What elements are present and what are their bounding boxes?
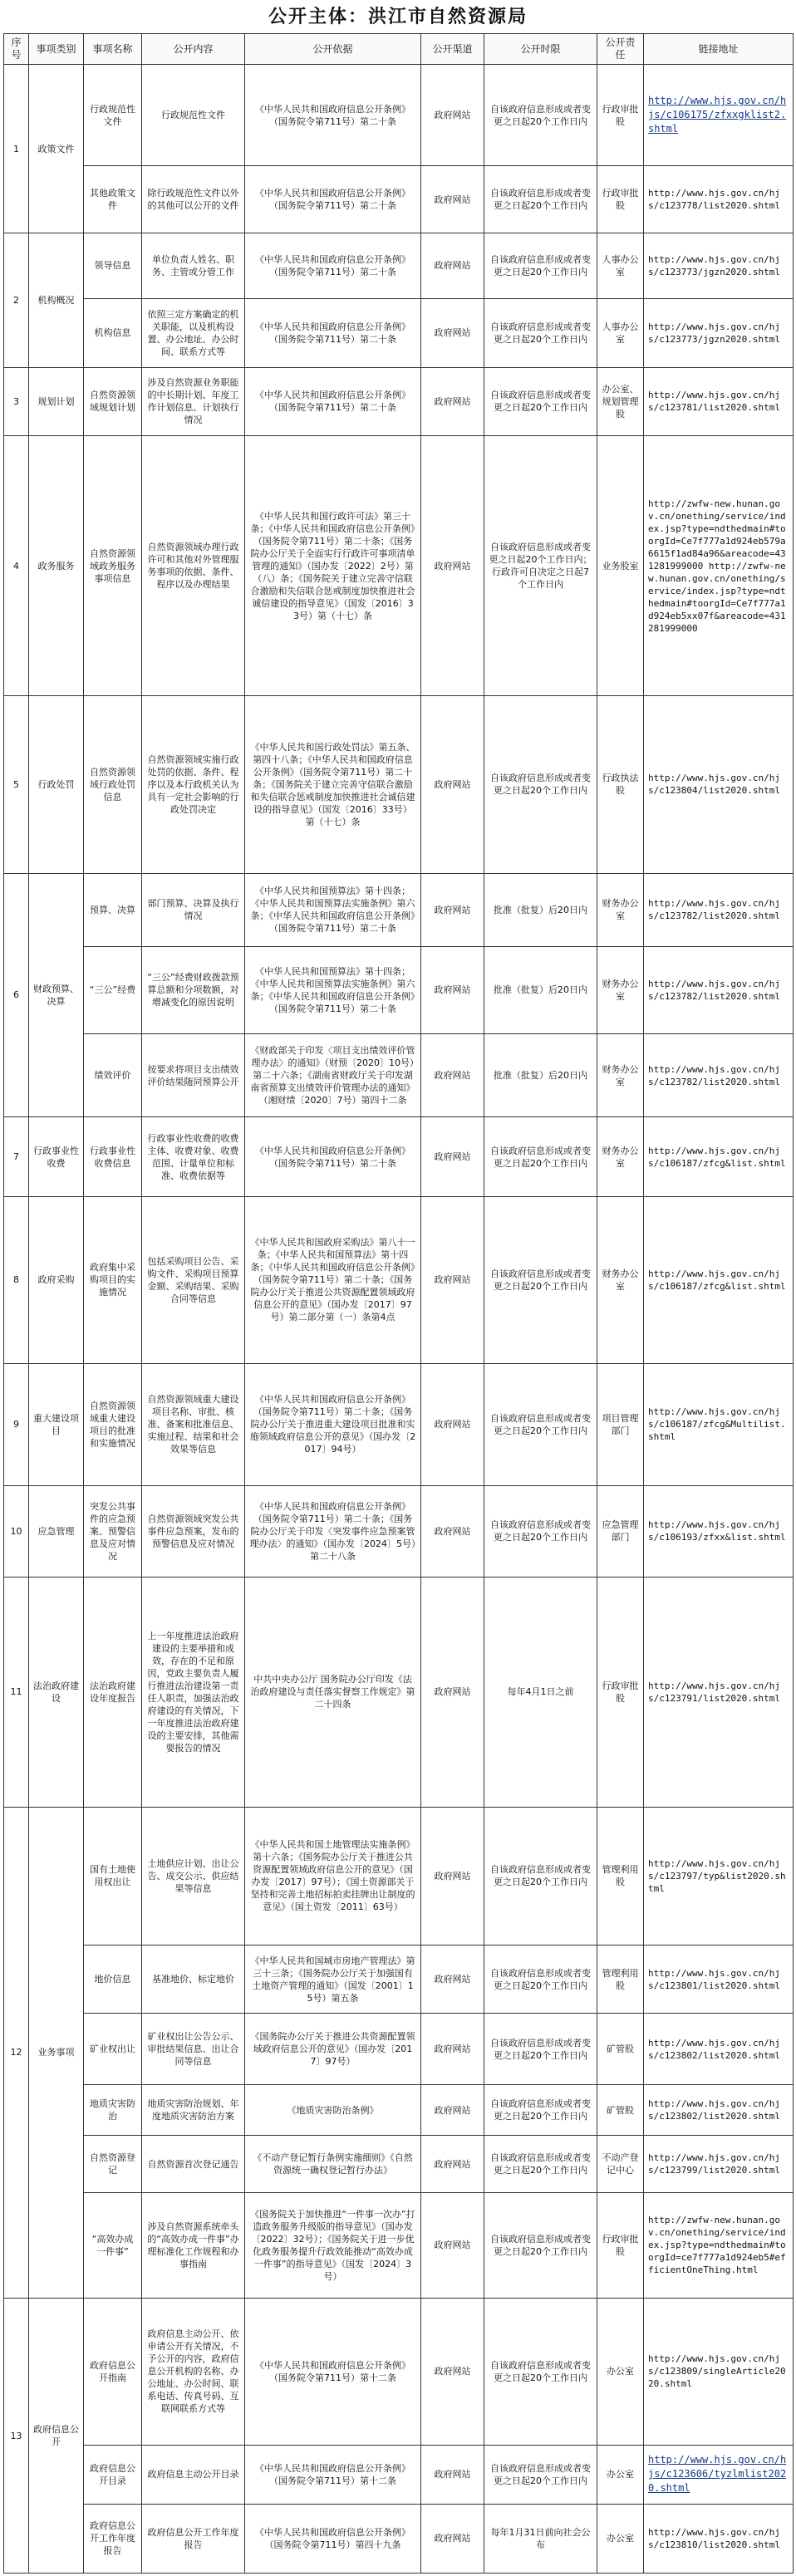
item-name-cell: “高效办成一件事”: [84, 2192, 142, 2298]
table-row: [4, 2504, 794, 2573]
item-name-cell: 法治政府建设年度报告: [84, 1577, 142, 1807]
time-limit-cell: 每年1月31日前向社会公布: [484, 2504, 597, 2573]
link-cell[interactable]: http://www.hjs.gov.cn/hjs/c123606/tyzlmlist2020.shtml: [644, 2445, 794, 2504]
time-limit-cell: 自该政府信息形成或者变更之日起20个工作日内: [484, 1807, 597, 1945]
header-cell: 公开渠道: [421, 34, 484, 65]
content-cell: 自然资源领域突发公共事件应急预案，发布的预警信息及应对情况: [142, 1485, 245, 1577]
content-cell: 自然资源首次登记通告: [142, 2136, 245, 2193]
basis-cell: 《中华人民共和国政府信息公开条例》（国务院令第711号）第二十条；《国务院办公厅关于推进重大建设项目批准和实施领域政府信息公开的意见》（国办发〔2017〕94号）: [245, 1363, 421, 1485]
channel-cell: 政府网站: [421, 2014, 484, 2085]
channel-cell: 政府网站: [421, 367, 484, 435]
item-name-cell: 突发公共事件的应急预案、预警信息及应对情况: [84, 1485, 142, 1577]
basis-cell: 《国务院关于加快推进“一件事一次办”打造政务服务升级版的指导意见》（国办发〔2022〕32号）；《国务院关于进一步优化政务服务提升行政效能推动“高效办成一件事”的指导意见》（国发〔2024〕3号）: [245, 2192, 421, 2298]
link-cell[interactable]: http://www.hjs.gov.cn/hjs/c123802/list2020.shtml: [644, 2085, 794, 2136]
basis-cell: 《中华人民共和国政府信息公开条例》（国务院令第711号）第四十九条: [245, 2504, 421, 2573]
responsibility-cell: 行政审批股: [597, 65, 644, 166]
header-cell: 序号: [4, 34, 29, 65]
time-limit-cell: 自该政府信息形成或者变更之日起20个工作日内: [484, 1485, 597, 1577]
row-number-cell: 3: [4, 367, 29, 435]
category-cell: 政府采购: [29, 1196, 84, 1363]
category-cell: 政府信息公开: [29, 2299, 84, 2574]
basis-cell: 《中华人民共和国预算法》第十四条；《中华人民共和国预算法实施条例》第六条；《中华人民共和国政府信息公开条例》（国务院令第711号）第二十条: [245, 946, 421, 1033]
header-cell: 链接地址: [644, 34, 794, 65]
item-name-cell: 行政事业性收费信息: [84, 1117, 142, 1197]
channel-cell: 政府网站: [421, 2085, 484, 2136]
row-number-cell: 13: [4, 2299, 29, 2574]
channel-cell: 政府网站: [421, 1117, 484, 1197]
content-cell: 自然资源领域实施行政处罚的依据、条件、程序以及本行政机关认为具有一定社会影响的行政处罚决定: [142, 696, 245, 873]
basis-cell: 《中华人民共和国政府信息公开条例》（国务院令第711号）第二十条: [245, 1117, 421, 1197]
link-cell[interactable]: http://zwfw-new.hunan.gov.cn/onething/service/index.jsp?type=ndthedmain#toorgId=ce7f777a1d924eb5#efficientOneThing.html: [644, 2192, 794, 2298]
category-cell: 规划计划: [29, 367, 84, 435]
time-limit-cell: 批准（批复）后20日内: [484, 1034, 597, 1117]
item-name-cell: 行政规范性文件: [84, 65, 142, 166]
item-name-cell: 自然资源登记: [84, 2136, 142, 2193]
responsibility-cell: 业务股室: [597, 435, 644, 696]
content-cell: 自然资源领域办理行政许可和其他对外管理服务事项的依据、条件、程序以及办理结果: [142, 435, 245, 696]
table-row: [4, 946, 794, 1033]
time-limit-cell: 自该政府信息形成或者变更之日起20个工作日内: [484, 1363, 597, 1485]
channel-cell: 政府网站: [421, 1807, 484, 1945]
item-name-cell: 自然资源领域政务服务事项信息: [84, 435, 142, 696]
basis-cell: 《中华人民共和国预算法》第十四条；《中华人民共和国预算法实施条例》第六条；《中华人民共和国政府信息公开条例》（国务院令第711号）第二十条: [245, 873, 421, 946]
link-cell[interactable]: http://www.hjs.gov.cn/hjs/c123778/list2020.shtml: [644, 166, 794, 233]
row-number-cell: 9: [4, 1363, 29, 1485]
time-limit-cell: 批准（批复）后20日内: [484, 873, 597, 946]
responsibility-cell: 行政审批股: [597, 166, 644, 233]
channel-cell: 政府网站: [421, 1034, 484, 1117]
table-row: [4, 2192, 794, 2298]
content-cell: 矿业权出让公告公示、审批结果信息、出让合同等信息: [142, 2014, 245, 2085]
item-name-cell: 地质灾害防治: [84, 2085, 142, 2136]
responsibility-cell: 财务办公室: [597, 1034, 644, 1117]
channel-cell: 政府网站: [421, 233, 484, 298]
time-limit-cell: 自该政府信息形成或者变更之日起20个工作日内: [484, 2445, 597, 2504]
time-limit-cell: 每年4月1日之前: [484, 1577, 597, 1807]
category-cell: 应急管理: [29, 1485, 84, 1577]
basis-cell: 《不动产登记暂行条例实施细则》《自然资源统一确权登记暂行办法》: [245, 2136, 421, 2193]
time-limit-cell: 自该政府信息形成或者变更之日起20个工作日内: [484, 2192, 597, 2298]
table-row: [4, 1196, 794, 1363]
time-limit-cell: 自该政府信息形成或者变更之日起20个工作日内: [484, 1117, 597, 1197]
category-cell: 财政预算、决算: [29, 873, 84, 1117]
table-row: [4, 65, 794, 166]
responsibility-cell: 管理利用股: [597, 1945, 644, 2014]
table-row: [4, 367, 794, 435]
table-row: [4, 1117, 794, 1197]
item-name-cell: 自然资源领域规划计划: [84, 367, 142, 435]
table-row: [4, 166, 794, 233]
channel-cell: 政府网站: [421, 1196, 484, 1363]
content-cell: 政府信息主动公开、依申请公开有关情况，不予公开的内容，政府信息公开机构的名称、办公地址、办公时间、联系电话、传真号码、互联网联系方式等: [142, 2299, 245, 2445]
row-number-cell: 2: [4, 233, 29, 368]
basis-cell: 《中华人民共和国政府信息公开条例》（国务院令第711号）第二十条: [245, 298, 421, 367]
category-cell: 重大建设项目: [29, 1363, 84, 1485]
time-limit-cell: 自该政府信息形成或者变更之日起20个工作日内: [484, 2136, 597, 2193]
content-cell: 行政规范性文件: [142, 65, 245, 166]
item-name-cell: “三公”经费: [84, 946, 142, 1033]
channel-cell: 政府网站: [421, 435, 484, 696]
table-row: [4, 435, 794, 696]
item-name-cell: 矿业权出让: [84, 2014, 142, 2085]
content-cell: 涉及自然资源业务职能的中长期计划、年度工作计划信息、计划执行情况: [142, 367, 245, 435]
link-cell[interactable]: http://www.hjs.gov.cn/hjs/c123791/list2020.shtml: [644, 1577, 794, 1807]
link-cell[interactable]: http://www.hjs.gov.cn/hjs/c123773/jgzn2020.shtml: [644, 233, 794, 298]
responsibility-cell: 财务办公室: [597, 1117, 644, 1197]
time-limit-cell: 自该政府信息形成或者变更之日起20个工作日内: [484, 2014, 597, 2085]
responsibility-cell: 办公室: [597, 2445, 644, 2504]
channel-cell: 政府网站: [421, 2299, 484, 2445]
time-limit-cell: 自该政府信息形成或者变更之日起20个工作日内: [484, 65, 597, 166]
row-number-cell: 8: [4, 1196, 29, 1363]
table-row: [4, 873, 794, 946]
basis-cell: 《财政部关于印发〈项目支出绩效评价管理办法〉的通知》（财预〔2020〕10号）第二十六条；《湖南省财政厅关于印发湖南省预算支出绩效评价管理办法的通知》（湘财绩〔2020〕7号）第四十二条: [245, 1034, 421, 1117]
basis-cell: 《中华人民共和国政府信息公开条例》（国务院令第711号）第二十条；《国务院办公厅关于印发〈突发事件应急预案管理办法〉的通知》（国办发〔2024〕5号）第二十八条: [245, 1485, 421, 1577]
time-limit-cell: 自该政府信息形成或者变更之日起20个工作日内: [484, 1196, 597, 1363]
responsibility-cell: 财务办公室: [597, 873, 644, 946]
link-cell[interactable]: http://www.hjs.gov.cn/hjs/c123809/singleArticle2020.shtml: [644, 2299, 794, 2445]
responsibility-cell: 应急管理部门: [597, 1485, 644, 1577]
link-cell[interactable]: http://www.hjs.gov.cn/hjs/c123782/list2020.shtml: [644, 873, 794, 946]
item-name-cell: 政府信息公开目录: [84, 2445, 142, 2504]
link-cell[interactable]: http://www.hjs.gov.cn/hjs/c123804/list2020.shtml: [644, 696, 794, 873]
category-cell: 法治政府建设: [29, 1577, 84, 1807]
table-row: [4, 2014, 794, 2085]
channel-cell: 政府网站: [421, 2504, 484, 2573]
responsibility-cell: 财务办公室: [597, 946, 644, 1033]
time-limit-cell: 自该政府信息形成或者变更之日起20个工作日内: [484, 1945, 597, 2014]
item-name-cell: 绩效评价: [84, 1034, 142, 1117]
basis-cell: 《中华人民共和国政府信息公开条例》（国务院令第711号）第二十条: [245, 233, 421, 298]
item-name-cell: 自然资源领域重大建设项目的批准和实施情况: [84, 1363, 142, 1485]
content-cell: 土地供应计划、出让公告、成交公示、供应结果等信息: [142, 1807, 245, 1945]
link-cell[interactable]: http://www.hjs.gov.cn/hjs/c123810/list2020.shtml: [644, 2504, 794, 2573]
responsibility-cell: 矿管股: [597, 2014, 644, 2085]
link-cell[interactable]: http://www.hjs.gov.cn/hjs/c106175/zfxxgklist2.shtml: [644, 65, 794, 166]
item-name-cell: 地价信息: [84, 1945, 142, 2014]
link-cell[interactable]: http://www.hjs.gov.cn/hjs/c123781/list2020.shtml: [644, 367, 794, 435]
header-cell: 公开责任: [597, 34, 644, 65]
table-row: [4, 1363, 794, 1485]
header-cell: 公开依据: [245, 34, 421, 65]
basis-cell: 《中华人民共和国政府信息公开条例》（国务院令第711号）第二十条: [245, 65, 421, 166]
category-cell: 政务服务: [29, 435, 84, 696]
channel-cell: 政府网站: [421, 166, 484, 233]
item-name-cell: 政府信息公开指南: [84, 2299, 142, 2445]
basis-cell: 《地质灾害防治条例》: [245, 2085, 421, 2136]
basis-cell: 《中华人民共和国政府信息公开条例》（国务院令第711号）第二十条: [245, 166, 421, 233]
responsibility-cell: 管理利用股: [597, 1807, 644, 1945]
basis-cell: 《中华人民共和国行政处罚法》第五条、第四十八条；《中华人民共和国政府信息公开条例》（国务院令第711号）第二十条；《国务院关于建立完善守信联合激励和失信联合惩戒制度加快推进社会诚信建设的指导意见》（国发〔2016〕33号）第（十七）条: [245, 696, 421, 873]
table-row: [4, 2299, 794, 2445]
basis-cell: 《中华人民共和国城市房地产管理法》第三十三条；《国务院办公厅关于加强国有土地资产管理的通知》（国发〔2001〕15号）第五条: [245, 1945, 421, 2014]
category-cell: 业务事项: [29, 1807, 84, 2298]
category-cell: 行政处罚: [29, 696, 84, 873]
content-cell: 地质灾害防治规划、年度地质灾害防治方案: [142, 2085, 245, 2136]
header-cell: 公开内容: [142, 34, 245, 65]
link-cell[interactable]: http://www.hjs.gov.cn/hjs/c106187/zfcg&list.shtml: [644, 1117, 794, 1197]
row-number-cell: 4: [4, 435, 29, 696]
table-row: [4, 298, 794, 367]
row-number-cell: 6: [4, 873, 29, 1117]
item-name-cell: 国有土地使用权出让: [84, 1807, 142, 1945]
link-cell[interactable]: http://www.hjs.gov.cn/hjs/c123799/list2020.shtml: [644, 2136, 794, 2193]
content-cell: 除行政规范性文件以外的其他可以公开的文件: [142, 166, 245, 233]
time-limit-cell: 自该政府信息形成或者变更之日起20个工作日内；行政许可自决定之日起7个工作日内: [484, 435, 597, 696]
header-cell: 公开时限: [484, 34, 597, 65]
time-limit-cell: 自该政府信息形成或者变更之日起20个工作日内: [484, 696, 597, 873]
basis-cell: 《中华人民共和国政府信息公开条例》（国务院令第711号）第十二条: [245, 2445, 421, 2504]
item-name-cell: 领导信息: [84, 233, 142, 298]
responsibility-cell: 矿管股: [597, 2085, 644, 2136]
row-number-cell: 1: [4, 65, 29, 233]
channel-cell: 政府网站: [421, 1577, 484, 1807]
content-cell: 部门预算、决算及执行情况: [142, 873, 245, 946]
channel-cell: 政府网站: [421, 1485, 484, 1577]
channel-cell: 政府网站: [421, 298, 484, 367]
responsibility-cell: 办公室: [597, 2504, 644, 2573]
content-cell: 依照三定方案确定的机关职能，以及机构设置、办公地址、办公时间、联系方式等: [142, 298, 245, 367]
channel-cell: 政府网站: [421, 2192, 484, 2298]
item-name-cell: 政府信息公开工作年度报告: [84, 2504, 142, 2573]
responsibility-cell: 不动产登记中心: [597, 2136, 644, 2193]
category-cell: 行政事业性收费: [29, 1117, 84, 1197]
responsibility-cell: 行政审批股: [597, 2192, 644, 2298]
link-cell[interactable]: http://www.hjs.gov.cn/hjs/c123802/list2020.shtml: [644, 2014, 794, 2085]
row-number-cell: 11: [4, 1577, 29, 1807]
row-number-cell: 7: [4, 1117, 29, 1197]
responsibility-cell: 财务办公室: [597, 1196, 644, 1363]
table-row: [4, 1945, 794, 2014]
category-cell: 政策文件: [29, 65, 84, 233]
time-limit-cell: 自该政府信息形成或者变更之日起20个工作日内: [484, 298, 597, 367]
category-cell: 机构概况: [29, 233, 84, 368]
link-cell[interactable]: http://www.hjs.gov.cn/hjs/c123797/typ&list2020.shtml: [644, 1807, 794, 1945]
channel-cell: 政府网站: [421, 946, 484, 1033]
responsibility-cell: 办公室、规划管理股: [597, 367, 644, 435]
link-cell[interactable]: http://www.hjs.gov.cn/hjs/c123782/list2020.shtml: [644, 946, 794, 1033]
content-cell: 行政事业性收费的收费主体、收费对象、收费范围、计量单位和标准、收费依据等: [142, 1117, 245, 1197]
time-limit-cell: 自该政府信息形成或者变更之日起20个工作日内: [484, 233, 597, 298]
content-cell: 上一年度推进法治政府建设的主要举措和成效，存在的不足和原因，党政主要负责人履行推进法治建设第一责任人职责，加强法治政府建设的有关情况，下一年度推进法治政府建设的主要安排，其他需要报告的情况: [142, 1577, 245, 1807]
row-number-cell: 10: [4, 1485, 29, 1577]
content-cell: 自然资源领域重大建设项目名称、审批、核准、备案和批准信息、实施过程、结果和社会效果等信息: [142, 1363, 245, 1485]
time-limit-cell: 批准（批复）后20日内: [484, 946, 597, 1033]
item-name-cell: 自然资源领域行政处罚信息: [84, 696, 142, 873]
header-row: [4, 34, 794, 65]
table-row: [4, 233, 794, 298]
table-row: [4, 1807, 794, 1945]
disclosure-table: [3, 33, 794, 2574]
item-name-cell: 其他政策文件: [84, 166, 142, 233]
time-limit-cell: 自该政府信息形成或者变更之日起20个工作日内: [484, 2299, 597, 2445]
channel-cell: 政府网站: [421, 696, 484, 873]
link-cell[interactable]: http://www.hjs.gov.cn/hjs/c123773/jgzn2020.shtml: [644, 298, 794, 367]
channel-cell: 政府网站: [421, 1945, 484, 2014]
basis-cell: 《中华人民共和国政府信息公开条例》（国务院令第711号）第十二条: [245, 2299, 421, 2445]
content-cell: 包括采购项目公告、采购文件、采购项目预算金额、采购结果、采购合同等信息: [142, 1196, 245, 1363]
table-row: [4, 2445, 794, 2504]
channel-cell: 政府网站: [421, 1363, 484, 1485]
channel-cell: 政府网站: [421, 2136, 484, 2193]
channel-cell: 政府网站: [421, 65, 484, 166]
content-cell: 政府信息主动公开目录: [142, 2445, 245, 2504]
table-row: [4, 2136, 794, 2193]
basis-cell: 《中华人民共和国土地管理法实施条例》第十六条；《国务院办公厅关于推进公共资源配置领域政府信息公开的意见》（国办发〔2017〕97号）；《国土资源部关于坚持和完善土地招标拍卖挂牌出让制度的意见》（国土资发〔2011〕63号）: [245, 1807, 421, 1945]
time-limit-cell: 自该政府信息形成或者变更之日起20个工作日内: [484, 166, 597, 233]
content-cell: 政府信息公开工作年度报告: [142, 2504, 245, 2573]
table-row: [4, 2085, 794, 2136]
basis-cell: 《中华人民共和国政府信息公开条例》（国务院令第711号）第二十条: [245, 367, 421, 435]
item-name-cell: 政府集中采购项目的实施情况: [84, 1196, 142, 1363]
responsibility-cell: 项目管理部门: [597, 1363, 644, 1485]
item-name-cell: 预算、决算: [84, 873, 142, 946]
channel-cell: 政府网站: [421, 873, 484, 946]
basis-cell: 《中华人民共和国行政许可法》第三十条；《中华人民共和国政府信息公开条例》（国务院令第711号）第二十条；《国务院办公厅关于全面实行行政许可事项清单管理的通知》（国办发〔2022〕2号）第（八）条；《国务院关于建立完善守信联合激励和失信联合惩戒制度加快推进社会诚信建设的指导意见》（国发〔2016〕33号）第（十七）条: [245, 435, 421, 696]
responsibility-cell: 办公室: [597, 2299, 644, 2445]
basis-cell: 中共中央办公厅 国务院办公厅印发《法治政府建设与责任落实督察工作规定》第二十四条: [245, 1577, 421, 1807]
time-limit-cell: 自该政府信息形成或者变更之日起20个工作日内: [484, 2085, 597, 2136]
table-row: [4, 1034, 794, 1117]
header-cell: 事项名称: [84, 34, 142, 65]
link-cell[interactable]: http://zwfw-new.hunan.gov.cn/onething/service/index.jsp?type=ndthedmain#toorgId=Ce7f777a1d924eb579a6615f1ad84a96&areacode=431281999000 http://zwfw-new.hunan.gov.cn/onething/service/index.jsp?type=ndthedmain#toorgId=Ce7f777a1d924eb5xx07f&areacode=431281999000: [644, 435, 794, 696]
content-cell: 涉及自然资源系统牵头的“高效办成一件事”办理标准化工作规程和办事指南: [142, 2192, 245, 2298]
content-cell: 基准地价、标定地价: [142, 1945, 245, 2014]
table-body: [4, 65, 794, 2574]
content-cell: 单位负责人姓名、职务、主管或分管工作: [142, 233, 245, 298]
link-cell[interactable]: http://www.hjs.gov.cn/hjs/c123782/list2020.shtml: [644, 1034, 794, 1117]
responsibility-cell: 行政执法股: [597, 696, 644, 873]
item-name-cell: 机构信息: [84, 298, 142, 367]
table-row: [4, 696, 794, 873]
table-row: [4, 1577, 794, 1807]
responsibility-cell: 人事办公室: [597, 233, 644, 298]
page-title: 公开主体：洪江市自然资源局: [268, 6, 528, 27]
link-cell[interactable]: http://www.hjs.gov.cn/hjs/c106187/zfcg&list.shtml: [644, 1196, 794, 1363]
basis-cell: 《中华人民共和国政府采购法》第八十一条；《中华人民共和国预算法》第十四条；《中华人民共和国政府信息公开条例》（国务院令第711号）第二十条；《国务院办公厅关于推进公共资源配置领域政府信息公开的意见》（国办发〔2017〕97号）第二部分第（一）条第4点: [245, 1196, 421, 1363]
content-cell: 按要求将项目支出绩效评价结果随同预算公开: [142, 1034, 245, 1117]
header-cell: 事项类别: [29, 34, 84, 65]
table-row: [4, 1485, 794, 1577]
link-cell[interactable]: http://www.hjs.gov.cn/hjs/c106187/zfcg&Multilist.shtml: [644, 1363, 794, 1485]
channel-cell: 政府网站: [421, 2445, 484, 2504]
responsibility-cell: 人事办公室: [597, 298, 644, 367]
link-cell[interactable]: http://www.hjs.gov.cn/hjs/c106193/zfxx&list.shtml: [644, 1485, 794, 1577]
content-cell: “三公”经费财政拨款预算总额和分项数额，对增减变化的原因说明: [142, 946, 245, 1033]
time-limit-cell: 自该政府信息形成或者变更之日起20个工作日内: [484, 367, 597, 435]
row-number-cell: 12: [4, 1807, 29, 2298]
row-number-cell: 5: [4, 696, 29, 873]
responsibility-cell: 行政审批股: [597, 1577, 644, 1807]
basis-cell: 《国务院办公厅关于推进公共资源配置领域政府信息公开的意见》（国办发〔2017〕97号）: [245, 2014, 421, 2085]
link-cell[interactable]: http://www.hjs.gov.cn/hjs/c123801/list2020.shtml: [644, 1945, 794, 2014]
